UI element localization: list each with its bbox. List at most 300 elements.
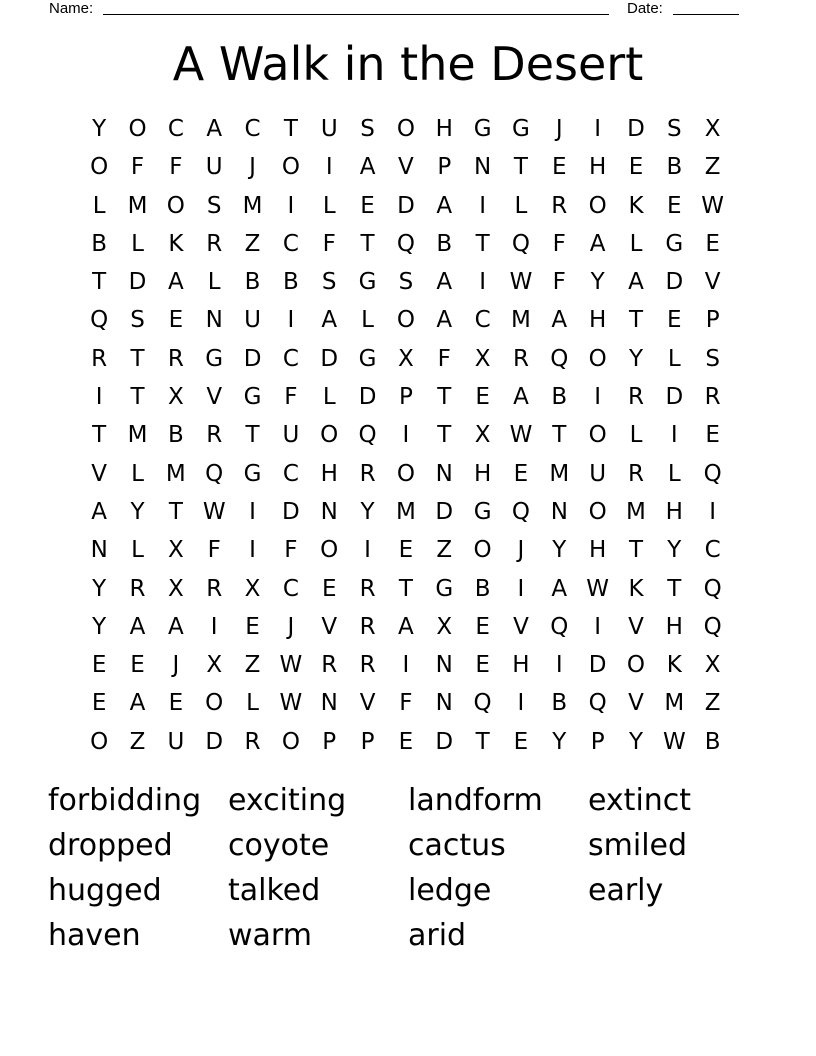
grid-letter: Q <box>550 345 569 372</box>
grid-letter: O <box>396 116 415 142</box>
grid-letter: O <box>90 154 109 181</box>
grid-row <box>80 723 732 761</box>
grid-letter: U <box>167 728 185 755</box>
grid-letter: T <box>513 154 528 181</box>
grid-letter: O <box>90 728 109 755</box>
grid-letter: D <box>397 192 415 219</box>
grid-letter: X <box>167 575 184 602</box>
grid-letter: Z <box>704 154 721 181</box>
grid-letter: I <box>402 652 410 679</box>
grid-letter: D <box>435 498 454 525</box>
grid-letter: O <box>588 422 607 449</box>
grid-letter: D <box>205 728 224 755</box>
grid-row <box>80 531 732 569</box>
grid-letter: T <box>667 575 682 602</box>
grid-letter: C <box>282 345 299 372</box>
grid-letter: R <box>206 230 223 257</box>
grid-letter: B <box>436 230 453 257</box>
grid-letter: X <box>244 575 261 602</box>
grid-letter: A <box>167 613 184 640</box>
grid-letter: Q <box>703 613 722 640</box>
grid-letter: I <box>210 613 218 640</box>
grid-letter: E <box>475 384 490 411</box>
grid-letter: Q <box>358 422 377 449</box>
grid-letter: E <box>475 613 490 640</box>
grid-letter: M <box>549 460 570 487</box>
grid-letter: T <box>437 422 452 449</box>
grid-letter: C <box>282 575 299 602</box>
grid-letter: D <box>665 269 684 296</box>
grid-letter: Q <box>511 230 530 257</box>
grid-letter: X <box>704 116 721 142</box>
grid-letter: Y <box>92 613 107 640</box>
grid-letter: X <box>398 345 414 372</box>
grid-letter: C <box>282 460 299 487</box>
grid-letter: K <box>666 652 682 679</box>
word-bank-item: arid <box>408 918 467 953</box>
grid-letter: T <box>130 345 145 372</box>
grid-letter: Y <box>92 116 107 142</box>
grid-letter: Z <box>704 690 721 717</box>
grid-letter: G <box>243 384 262 411</box>
grid-row <box>80 148 732 186</box>
grid-letter: X <box>167 384 184 411</box>
grid-letter: I <box>402 422 410 449</box>
grid-letter: I <box>95 384 103 411</box>
grid-letter: M <box>127 422 148 449</box>
grid-letter: B <box>244 269 261 296</box>
grid-letter: V <box>206 384 223 411</box>
grid-letter: R <box>551 192 568 219</box>
grid-letter: V <box>359 690 376 717</box>
grid-letter: F <box>284 384 298 411</box>
grid-letter: A <box>551 307 568 334</box>
word-bank-item: forbidding <box>48 783 202 818</box>
grid-letter: G <box>473 116 492 142</box>
grid-row <box>80 646 732 684</box>
grid-row <box>80 340 732 378</box>
grid-letter: E <box>91 690 107 717</box>
grid-letter: W <box>279 652 303 679</box>
grid-letter: M <box>165 460 186 487</box>
grid-letter: N <box>205 307 223 334</box>
grid-letter: D <box>588 652 607 679</box>
grid-row <box>80 570 732 608</box>
grid-letter: K <box>168 230 184 257</box>
grid-letter: T <box>475 230 490 257</box>
puzzle-title: A Walk in the Desert <box>172 37 644 91</box>
grid-letter: A <box>589 230 606 257</box>
grid-letter: T <box>245 422 260 449</box>
word-bank-item: extinct <box>588 783 692 818</box>
grid-row <box>80 301 732 339</box>
grid-letter: Q <box>703 575 722 602</box>
grid-letter: I <box>479 269 486 296</box>
grid-letter: E <box>168 690 184 717</box>
grid-letter: M <box>511 307 531 334</box>
grid-row <box>80 416 732 454</box>
grid-letter: N <box>90 537 108 564</box>
grid-letter: S <box>130 307 145 334</box>
grid-letter: P <box>590 728 605 755</box>
grid-letter: G <box>358 269 377 296</box>
grid-letter: E <box>667 192 682 219</box>
grid-letter: A <box>436 192 453 219</box>
word-bank-item: dropped <box>48 828 173 863</box>
grid-letter: O <box>588 192 607 219</box>
grid-letter: S <box>667 116 682 142</box>
grid-letter: V <box>321 613 338 640</box>
grid-letter: J <box>555 116 563 142</box>
grid-letter: S <box>398 269 414 296</box>
grid-letter: R <box>359 575 376 602</box>
grid-letter: Y <box>667 537 682 564</box>
grid-letter: D <box>435 728 454 755</box>
grid-letter: F <box>552 269 566 296</box>
grid-letter: C <box>167 116 184 142</box>
grid-row <box>80 110 732 148</box>
grid-letter: L <box>667 460 681 487</box>
grid-letter: V <box>704 269 721 296</box>
grid-letter: H <box>512 652 530 679</box>
grid-letter: E <box>705 422 720 449</box>
grid-letter: A <box>167 269 184 296</box>
grid-letter: L <box>92 192 106 219</box>
grid-letter: I <box>325 154 333 181</box>
grid-letter: R <box>704 384 721 411</box>
grid-letter: W <box>586 575 610 602</box>
grid-letter: M <box>395 498 416 525</box>
grid-letter: G <box>435 575 454 602</box>
grid-letter: Q <box>550 613 569 640</box>
grid-letter: J <box>287 613 295 640</box>
grid-letter: M <box>127 192 148 219</box>
grid-letter: I <box>287 307 295 334</box>
grid-letter: S <box>321 269 337 296</box>
word-bank-item: ledge <box>408 873 492 908</box>
grid-letter: U <box>320 116 338 142</box>
grid-letter: S <box>705 345 720 372</box>
grid-letter: G <box>512 116 530 142</box>
grid-letter: V <box>628 613 644 640</box>
word-bank-item: coyote <box>228 828 330 863</box>
grid-letter: E <box>667 307 682 334</box>
grid-letter: R <box>359 460 376 487</box>
grid-letter: O <box>281 728 300 755</box>
grid-letter: B <box>283 269 299 296</box>
grid-letter: I <box>594 116 602 142</box>
grid-letter: W <box>279 690 303 717</box>
grid-letter: Y <box>628 728 644 755</box>
name-label: Name: <box>49 0 94 17</box>
grid-letter: Y <box>130 498 145 525</box>
grid-letter: O <box>396 307 415 334</box>
grid-letter: M <box>242 192 263 219</box>
grid-letter: Q <box>703 460 722 487</box>
grid-letter: S <box>206 192 222 219</box>
grid-letter: T <box>437 384 452 411</box>
date-field-line <box>673 14 739 15</box>
grid-letter: E <box>513 460 529 487</box>
grid-letter: I <box>517 690 525 717</box>
grid-letter: R <box>244 728 261 755</box>
grid-row <box>80 187 732 225</box>
grid-letter: D <box>665 384 684 411</box>
grid-letter: V <box>398 154 414 181</box>
grid-letter: E <box>360 192 375 219</box>
grid-letter: W <box>662 728 686 755</box>
grid-letter: I <box>249 498 256 525</box>
grid-letter: M <box>626 498 646 525</box>
grid-letter: T <box>130 384 145 411</box>
grid-letter: Z <box>436 537 453 564</box>
grid-row <box>80 378 732 416</box>
grid-letter: N <box>435 690 453 717</box>
grid-letter: R <box>129 575 146 602</box>
word-bank-item: haven <box>48 918 141 953</box>
date-label: Date: <box>627 0 663 17</box>
grid-letter: E <box>705 230 720 257</box>
grid-letter: O <box>281 154 300 181</box>
grid-letter: W <box>202 498 226 525</box>
grid-letter: T <box>92 269 107 296</box>
word-bank-item: landform <box>408 783 543 818</box>
grid-letter: J <box>249 154 256 181</box>
grid-letter: R <box>359 652 376 679</box>
grid-letter: T <box>92 422 107 449</box>
grid-letter: D <box>358 384 377 411</box>
grid-letter: I <box>249 537 256 564</box>
grid-letter: Y <box>92 575 107 602</box>
grid-letter: N <box>474 154 492 181</box>
grid-letter: H <box>320 460 338 487</box>
grid-letter: Y <box>628 345 644 372</box>
grid-letter: C <box>244 116 261 142</box>
grid-letter: T <box>398 575 413 602</box>
grid-letter: G <box>473 498 492 525</box>
grid-row <box>80 684 732 722</box>
grid-letter: A <box>129 690 146 717</box>
word-bank-item: warm <box>228 918 312 953</box>
grid-letter: K <box>628 575 644 602</box>
grid-letter: O <box>205 690 224 717</box>
grid-letter: B <box>704 728 721 755</box>
grid-letter: I <box>364 537 371 564</box>
grid-letter: D <box>128 269 147 296</box>
grid-letter: D <box>320 345 339 372</box>
grid-letter: R <box>627 384 644 411</box>
grid-letter: Q <box>473 690 492 717</box>
grid-letter: X <box>704 652 721 679</box>
grid-letter: Q <box>205 460 224 487</box>
grid-letter: N <box>320 690 338 717</box>
grid-letter: P <box>322 728 337 755</box>
grid-letter: W <box>509 269 533 296</box>
grid-letter: A <box>91 498 108 525</box>
grid-letter: F <box>284 537 298 564</box>
grid-letter: W <box>509 422 533 449</box>
grid-letter: L <box>131 230 144 257</box>
grid-letter: L <box>322 192 336 219</box>
grid-letter: F <box>207 537 221 564</box>
grid-letter: X <box>474 345 491 372</box>
grid-letter: I <box>517 575 525 602</box>
grid-letter: V <box>91 460 108 487</box>
grid-letter: I <box>709 498 717 525</box>
word-bank-item: exciting <box>228 783 347 818</box>
grid-letter: C <box>474 307 491 334</box>
grid-letter: X <box>206 652 223 679</box>
grid-letter: O <box>473 537 492 564</box>
grid-letter: G <box>358 345 377 372</box>
grid-letter: B <box>91 230 108 257</box>
grid-letter: C <box>704 537 721 564</box>
word-bank-item: cactus <box>408 828 506 863</box>
grid-letter: R <box>167 345 184 372</box>
grid-letter: N <box>550 498 568 525</box>
grid-letter: T <box>552 422 567 449</box>
word-bank-item: smiled <box>588 828 688 863</box>
grid-letter: Y <box>590 269 605 296</box>
grid-letter: L <box>361 307 374 334</box>
word-bank <box>48 778 768 958</box>
grid-letter: U <box>282 422 300 449</box>
grid-letter: E <box>513 728 529 755</box>
grid-letter: L <box>131 537 144 564</box>
grid-letter: W <box>701 192 725 219</box>
grid-letter: L <box>131 460 144 487</box>
grid-letter: H <box>665 498 683 525</box>
grid-letter: E <box>398 537 414 564</box>
grid-letter: H <box>473 460 492 487</box>
grid-row <box>80 493 732 531</box>
grid-letter: Z <box>244 652 261 679</box>
grid-letter: F <box>399 690 413 717</box>
grid-letter: F <box>437 345 451 372</box>
grid-letter: Y <box>552 537 567 564</box>
grid-letter: N <box>435 460 453 487</box>
grid-letter: O <box>320 537 339 564</box>
worksheet-header <box>0 0 816 20</box>
grid-letter: E <box>130 652 145 679</box>
grid-letter: U <box>244 307 261 334</box>
grid-letter: O <box>588 498 607 525</box>
grid-letter: F <box>552 230 566 257</box>
grid-letter: I <box>670 422 678 449</box>
grid-letter: X <box>474 422 491 449</box>
grid-letter: B <box>666 154 683 181</box>
grid-letter: R <box>91 345 108 372</box>
grid-letter: I <box>594 384 602 411</box>
grid-letter: P <box>360 728 375 755</box>
grid-letter: N <box>435 652 453 679</box>
grid-letter: B <box>551 690 568 717</box>
grid-letter: E <box>398 728 414 755</box>
grid-letter: T <box>283 116 298 142</box>
grid-letter: F <box>130 154 145 181</box>
grid-letter: G <box>665 230 684 257</box>
grid-row <box>80 608 732 646</box>
grid-letter: P <box>437 154 452 181</box>
grid-letter: E <box>245 613 260 640</box>
grid-letter: O <box>320 422 339 449</box>
grid-letter: I <box>555 652 563 679</box>
grid-letter: E <box>91 652 107 679</box>
grid-letter: A <box>551 575 568 602</box>
grid-letter: A <box>398 613 414 640</box>
grid-letter: H <box>588 154 607 181</box>
grid-letter: Z <box>129 728 146 755</box>
grid-letter: E <box>321 575 337 602</box>
grid-letter: Q <box>588 690 607 717</box>
grid-letter: H <box>435 116 453 142</box>
grid-letter: U <box>205 154 223 181</box>
grid-letter: L <box>207 269 221 296</box>
grid-letter: L <box>667 345 681 372</box>
grid-letter: O <box>128 116 147 142</box>
grid-letter: Y <box>552 728 567 755</box>
grid-letter: J <box>517 537 525 564</box>
grid-letter: D <box>243 345 262 372</box>
grid-letter: H <box>588 307 607 334</box>
grid-row <box>80 225 732 263</box>
grid-letter: R <box>359 613 376 640</box>
grid-letter: R <box>512 345 529 372</box>
grid-letter: R <box>206 575 223 602</box>
grid-letter: E <box>628 154 644 181</box>
grid-letter: H <box>665 613 683 640</box>
grid-letter: J <box>172 652 180 679</box>
grid-letter: I <box>479 192 486 219</box>
grid-letter: A <box>628 269 644 296</box>
grid-letter: E <box>475 652 490 679</box>
grid-letter: O <box>588 345 607 372</box>
grid-letter: L <box>322 384 336 411</box>
grid-letter: A <box>513 384 529 411</box>
grid-letter: N <box>320 498 338 525</box>
grid-letter: T <box>628 307 644 334</box>
grid-letter: A <box>321 307 338 334</box>
grid-letter: L <box>629 422 643 449</box>
grid-letter: R <box>627 460 644 487</box>
grid-letter: X <box>167 537 184 564</box>
grid-letter: C <box>282 230 299 257</box>
grid-letter: M <box>664 690 685 717</box>
grid-letter: R <box>321 652 338 679</box>
grid-letter: V <box>513 613 529 640</box>
grid-letter: A <box>359 154 376 181</box>
grid-row <box>80 263 732 301</box>
grid-letter: A <box>206 116 223 142</box>
word-bank-item: hugged <box>48 873 162 908</box>
grid-letter: I <box>287 192 295 219</box>
grid-letter: X <box>436 613 453 640</box>
grid-letter: B <box>551 384 568 411</box>
word-bank-item: early <box>588 873 664 908</box>
grid-letter: I <box>594 613 602 640</box>
grid-letter: D <box>627 116 645 142</box>
grid-letter: A <box>129 613 146 640</box>
grid-letter: O <box>166 192 185 219</box>
grid-letter: B <box>167 422 184 449</box>
grid-letter: T <box>628 537 644 564</box>
word-bank-item: talked <box>228 873 321 908</box>
grid-letter: R <box>206 422 223 449</box>
grid-letter: F <box>322 230 336 257</box>
grid-letter: D <box>282 498 300 525</box>
grid-letter: F <box>169 154 183 181</box>
grid-letter: L <box>514 192 528 219</box>
